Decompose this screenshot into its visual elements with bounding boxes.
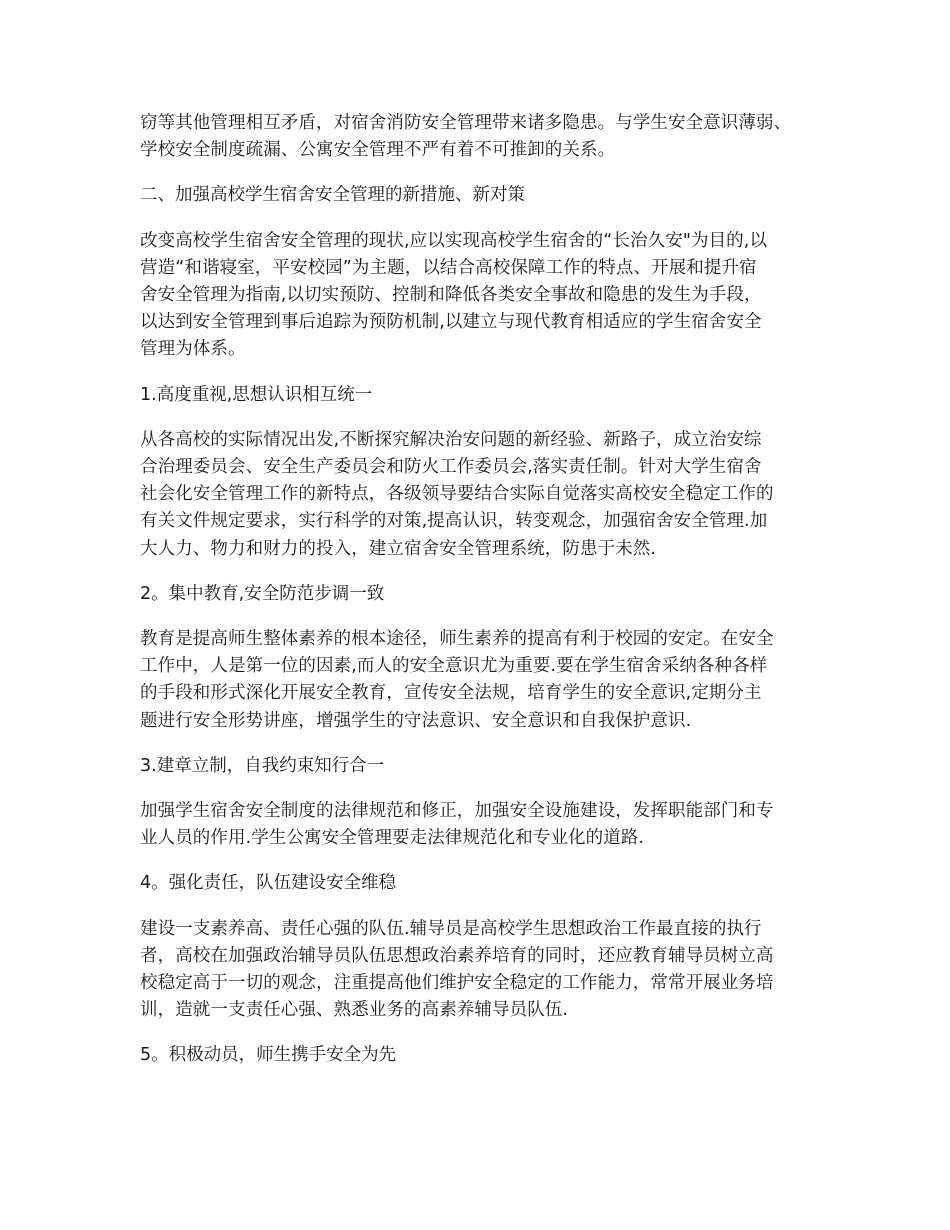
- paragraph-line: 管理为体系。: [140, 339, 246, 360]
- paragraph-line: 者，高校在加强政治辅导员队伍思想政治素养培育的同时，还应教育辅导员树立高: [140, 945, 774, 966]
- paragraph-line: 校稳定高于一切的观念，注重提高他们维护安全稳定的工作能力，常常开展业务培: [140, 973, 774, 994]
- subheading-text: 1.高度重视,思想认识相互统一: [140, 384, 373, 405]
- section-heading-text: 二、加强高校学生宿舍安全管理的新措施、新对策: [140, 185, 525, 206]
- paragraph-line: 以达到安全管理到事后追踪为预防机制,以建立与现代教育相适应的学生宿舍安全: [140, 312, 762, 333]
- paragraph-line: 有关文件规定要求，实行科学的对策,提高认识，转变观念，加强宿舍安全管理.加: [140, 511, 768, 532]
- paragraph-intro: [140, 228, 820, 364]
- paragraph-line: 合治理委员会、安全生产委员会和防火工作委员会,落实责任制。针对大学生宿舍: [140, 457, 762, 478]
- subheading-1: [140, 382, 820, 409]
- subheading-text: 5。积极动员，师生携手安全为先: [140, 1045, 397, 1066]
- subheading-2: [140, 581, 820, 608]
- section-heading: [140, 182, 820, 209]
- paragraph-line: 教育是提高师生整体素养的根本途径，师生素养的提高有利于校园的安定。在安全: [140, 629, 774, 650]
- paragraph-line: 建设一支素养高、责任心强的队伍.辅导员是高校学生思想政治工作最直接的执行: [140, 918, 762, 939]
- paragraph-line: 大人力、物力和财力的投入，建立宿舍安全管理系统，防患于未然.: [140, 538, 657, 559]
- paragraph-line: 工作中，人是第一位的因素,而人的安全意识尤为重要.要在学生宿舍采纳各种各样: [140, 656, 768, 677]
- subheading-5: [140, 1042, 820, 1069]
- subheading-4: [140, 870, 820, 897]
- paragraph-line: 社会化安全管理工作的新特点，各级领导要结合实际自觉落实高校安全稳定工作的: [140, 484, 774, 505]
- paragraph-1: [140, 427, 820, 563]
- paragraph-line: 题进行安全形势讲座，增强学生的守法意识、安全意识和自我保护意识.: [140, 710, 692, 731]
- subheading-text: 2。集中教育,安全防范步调一致: [140, 583, 385, 604]
- paragraph-line: 窃等其他管理相互矛盾，对宿舍消防安全管理带来诸多隐患。与学生安全意识薄弱、: [140, 113, 792, 133]
- paragraph-line: 舍安全管理为指南,以切实预防、控制和降低各类安全事故和隐患的发生为手段，: [140, 285, 762, 306]
- paragraph-2: [140, 626, 820, 735]
- paragraph-line: 业人员的作用.学生公寓安全管理要走法律规范化和专业化的道路.: [140, 828, 645, 849]
- subheading-text: 3.建章立制，自我约束知行合一: [140, 755, 385, 776]
- paragraph-line: 从各高校的实际情况出发,不断探究解决治安问题的新经验、新路子，成立治安综: [140, 429, 762, 450]
- paragraph-line: 的手段和形式深化开展安全教育，宣传安全法规，培育学生的安全意识,定期分主: [140, 683, 762, 704]
- paragraph-line: 加强学生宿舍安全制度的法律规范和修正，加强安全设施建设，发挥职能部门和专: [140, 801, 774, 822]
- document-page: [140, 110, 820, 1070]
- paragraph-line: 训，造就一支责任心强、熟悉业务的高素养辅导员队伍.: [140, 1000, 569, 1021]
- subheading-text: 4。强化责任，队伍建设安全维稳: [140, 873, 397, 894]
- paragraph-3: [140, 798, 820, 852]
- paragraph-continuation: [140, 110, 820, 164]
- paragraph-4: [140, 916, 820, 1025]
- paragraph-line: 改变高校学生宿舍安全管理的现状,应以实现高校学生宿舍的“长治久安"为目的,以: [140, 230, 768, 251]
- paragraph-line: 学校安全制度疏漏、公寓安全管理不严有着不可推卸的关系。: [140, 140, 616, 161]
- paragraph-line: 营造“和谐寝室，平安校园”为主题，以结合高校保障工作的特点、开展和提升宿: [140, 257, 757, 278]
- subheading-3: [140, 753, 820, 780]
